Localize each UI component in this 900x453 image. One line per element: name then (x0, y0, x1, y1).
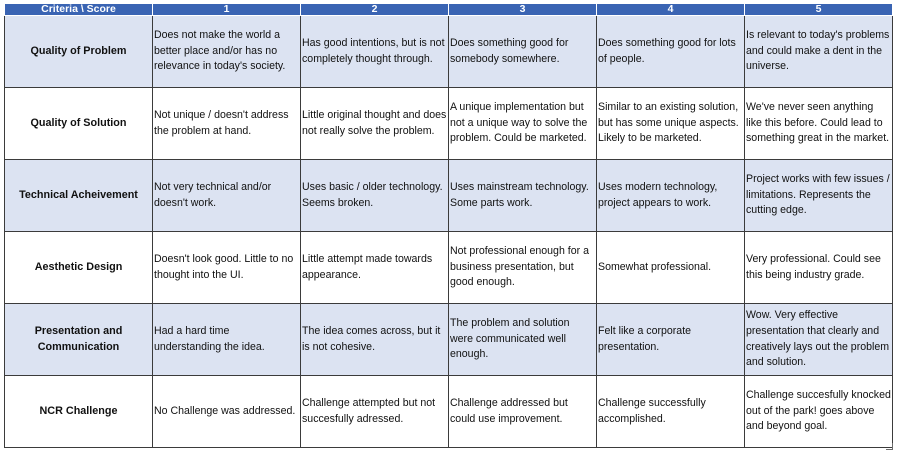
header-score-1[interactable]: 1 (153, 4, 301, 16)
rubric-cell[interactable]: Uses basic / older technology. Seems broken. (301, 160, 449, 232)
header-criteria-score[interactable]: Criteria \ Score (5, 4, 153, 16)
rubric-cell[interactable]: No Challenge was addressed. (153, 376, 301, 448)
rubric-cell[interactable]: The idea comes across, but it is not cohesive. (301, 304, 449, 376)
rubric-cell[interactable]: Challenge addressed but could use improvement. (449, 376, 597, 448)
rubric-table (4, 3, 893, 448)
table-row (5, 160, 893, 232)
rubric-cell[interactable]: Does not make the world a better place and/or has no relevance in today's society. (153, 16, 301, 88)
rubric-cell[interactable]: A unique implementation but not a unique way to solve the problem. Could be marketed. (449, 88, 597, 160)
rubric-cell[interactable]: Challenge successfully accomplished. (597, 376, 745, 448)
rubric-cell[interactable]: Felt like a corporate presentation. (597, 304, 745, 376)
rubric-cell[interactable]: Does something good for somebody somewhere. (449, 16, 597, 88)
rubric-cell[interactable]: Not professional enough for a business presentation, but good enough. (449, 232, 597, 304)
rubric-cell[interactable]: Somewhat professional. (597, 232, 745, 304)
rubric-cell[interactable]: Does something good for lots of people. (597, 16, 745, 88)
table-row (5, 232, 893, 304)
criterion-cell[interactable]: Technical Acheivement (5, 160, 153, 232)
rubric-cell[interactable]: Is relevant to today's problems and could make a dent in the universe. (745, 16, 893, 88)
rubric-cell[interactable]: Has good intentions, but is not completely thought through. (301, 16, 449, 88)
table-row (5, 16, 893, 88)
rubric-cell[interactable]: Not very technical and/or doesn't work. (153, 160, 301, 232)
rubric-cell[interactable]: Uses modern technology, project appears to work. (597, 160, 745, 232)
criterion-cell[interactable]: Presentation and Communication (5, 304, 153, 376)
rubric-cell[interactable]: Challenge attempted but not succesfully adressed. (301, 376, 449, 448)
header-score-4[interactable]: 4 (597, 4, 745, 16)
rubric-cell[interactable]: Little attempt made towards appearance. (301, 232, 449, 304)
rubric-cell[interactable]: Little original thought and does not really solve the problem. (301, 88, 449, 160)
header-score-3[interactable]: 3 (449, 4, 597, 16)
rubric-cell[interactable]: Uses mainstream technology. Some parts work. (449, 160, 597, 232)
rubric-cell[interactable]: We've never seen anything like this before. Could lead to something great in the market. (745, 88, 893, 160)
criterion-cell[interactable]: Quality of Solution (5, 88, 153, 160)
resize-handle[interactable] (886, 443, 893, 450)
criterion-cell[interactable]: Aesthetic Design (5, 232, 153, 304)
table-row (5, 376, 893, 448)
rubric-cell[interactable]: Challenge succesfully knocked out of the park! goes above and beyond goal. (745, 376, 893, 448)
rubric-cell[interactable]: Project works with few issues / limitations. Represents the cutting edge. (745, 160, 893, 232)
rubric-cell[interactable]: The problem and solution were communicated well enough. (449, 304, 597, 376)
header-score-2[interactable]: 2 (301, 4, 449, 16)
header-row (5, 4, 893, 16)
table-row (5, 304, 893, 376)
rubric-cell[interactable]: Not unique / doesn't address the problem at hand. (153, 88, 301, 160)
rubric-cell[interactable]: Doesn't look good. Little to no thought into the UI. (153, 232, 301, 304)
criterion-cell[interactable]: NCR Challenge (5, 376, 153, 448)
rubric-cell[interactable]: Very professional. Could see this being industry grade. (745, 232, 893, 304)
criterion-cell[interactable]: Quality of Problem (5, 16, 153, 88)
rubric-cell[interactable]: Had a hard time understanding the idea. (153, 304, 301, 376)
table-row (5, 88, 893, 160)
rubric-cell[interactable]: Similar to an existing solution, but has some unique aspects. Likely to be marketed. (597, 88, 745, 160)
header-score-5[interactable]: 5 (745, 4, 893, 16)
rubric-cell[interactable]: Wow. Very effective presentation that clearly and creatively lays out the problem and solution. (745, 304, 893, 376)
